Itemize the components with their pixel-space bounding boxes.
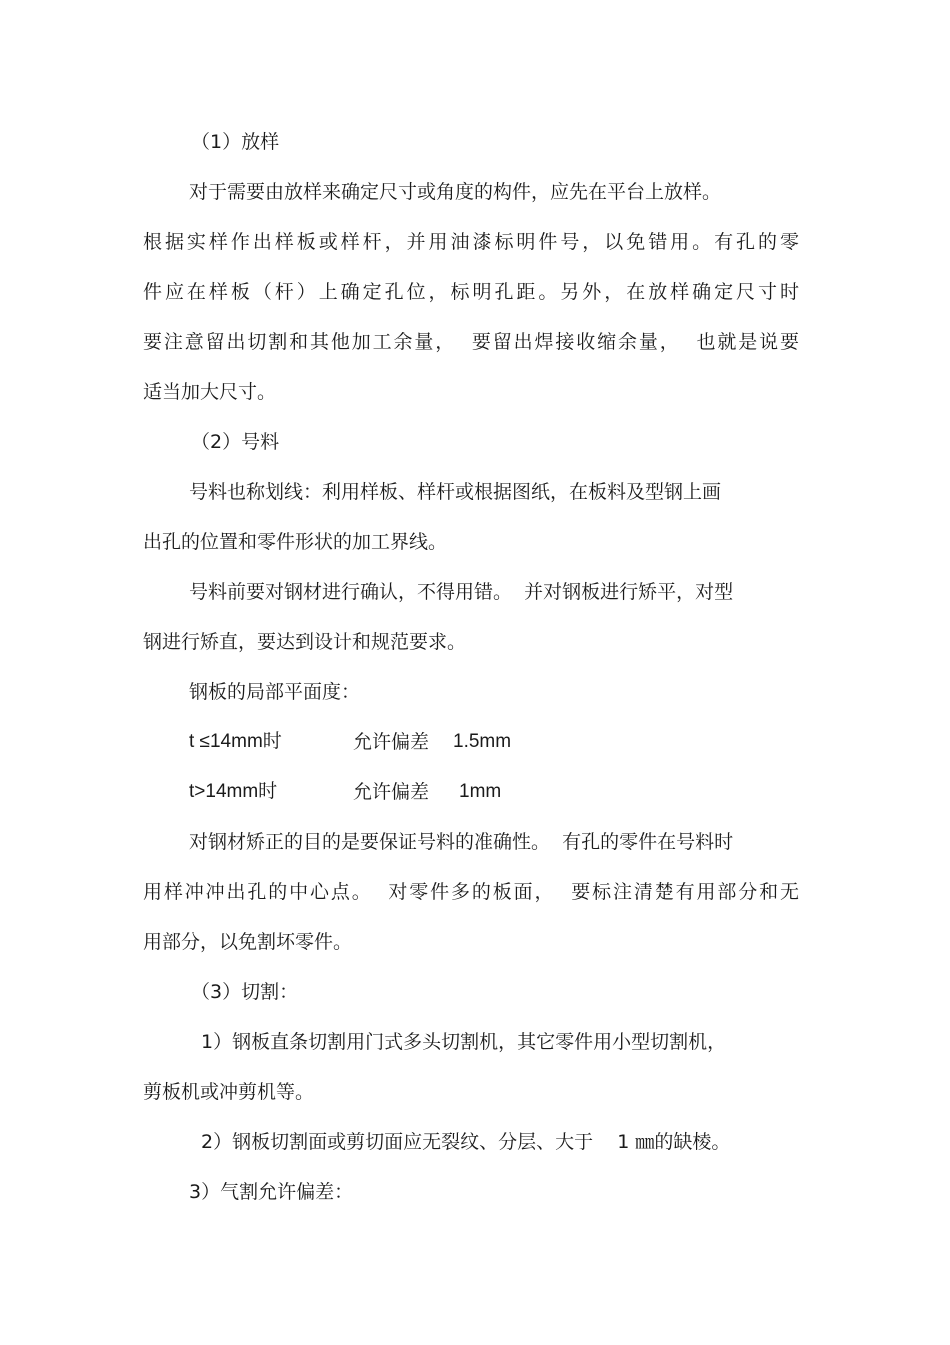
section-heading-cutting: （3）切割： <box>191 981 299 1003</box>
tolerance-value: 1mm <box>459 781 502 802</box>
list-item-line: 剪板机或冲剪机等。 <box>143 1081 315 1103</box>
paragraph-line: 根据实样作出样板或样杆，并用油漆标明件号，以免错用。有孔的零 <box>143 231 799 253</box>
tolerance-value: 1.5mm <box>453 731 512 752</box>
paragraph-line: 对钢材矫正的目的是要保证号料的准确性。 有孔的零件在号料时 <box>189 831 734 853</box>
tolerance-label: 允许偏差 <box>353 781 430 803</box>
list-item-line: 3）气割允许偏差： <box>189 1181 354 1203</box>
paragraph-line: 用部分，以免割坏零件。 <box>143 931 353 953</box>
section-heading-marking: （2）号料 <box>191 431 280 453</box>
paragraph-line: 对于需要由放样来确定尺寸或角度的构件，应先在平台上放样。 <box>189 181 722 203</box>
paragraph-line: 出孔的位置和零件形状的加工界线。 <box>143 531 448 553</box>
paragraph-line: 适当加大尺寸。 <box>143 381 277 403</box>
paragraph-line: 钢板的局部平面度： <box>189 681 361 703</box>
paragraph-line: 钢进行矫直，要达到设计和规范要求。 <box>143 631 467 653</box>
paragraph-line: 要注意留出切割和其他加工余量， 要留出焊接收缩余量， 也就是说要 <box>143 331 799 353</box>
paragraph-line: 件应在样板（杆）上确定孔位，标明孔距。另外，在放样确定尺寸时 <box>143 281 799 303</box>
tolerance-label: 允许偏差 <box>353 731 430 753</box>
paragraph-line: 号料前要对钢材进行确认，不得用错。 并对钢板进行矫平，对型 <box>189 581 734 603</box>
list-item-line: 1）钢板直条切割用门式多头切割机，其它零件用小型切割机， <box>201 1031 727 1053</box>
section-heading-layout: （1）放样 <box>191 131 280 153</box>
paragraph-line: 用样冲冲出孔的中心点。 对零件多的板面， 要标注清楚有用部分和无 <box>143 881 799 903</box>
list-item-line: 2）钢板切割面或剪切面应无裂纹、分层、大于 1 ㎜的缺棱。 <box>201 1131 731 1153</box>
paragraph-line: 号料也称划线：利用样板、样杆或根据图纸，在板料及型钢上画 <box>189 481 722 503</box>
tolerance-condition: t ≤14mm时 <box>189 731 282 752</box>
tolerance-condition: t>14mm时 <box>189 781 278 802</box>
